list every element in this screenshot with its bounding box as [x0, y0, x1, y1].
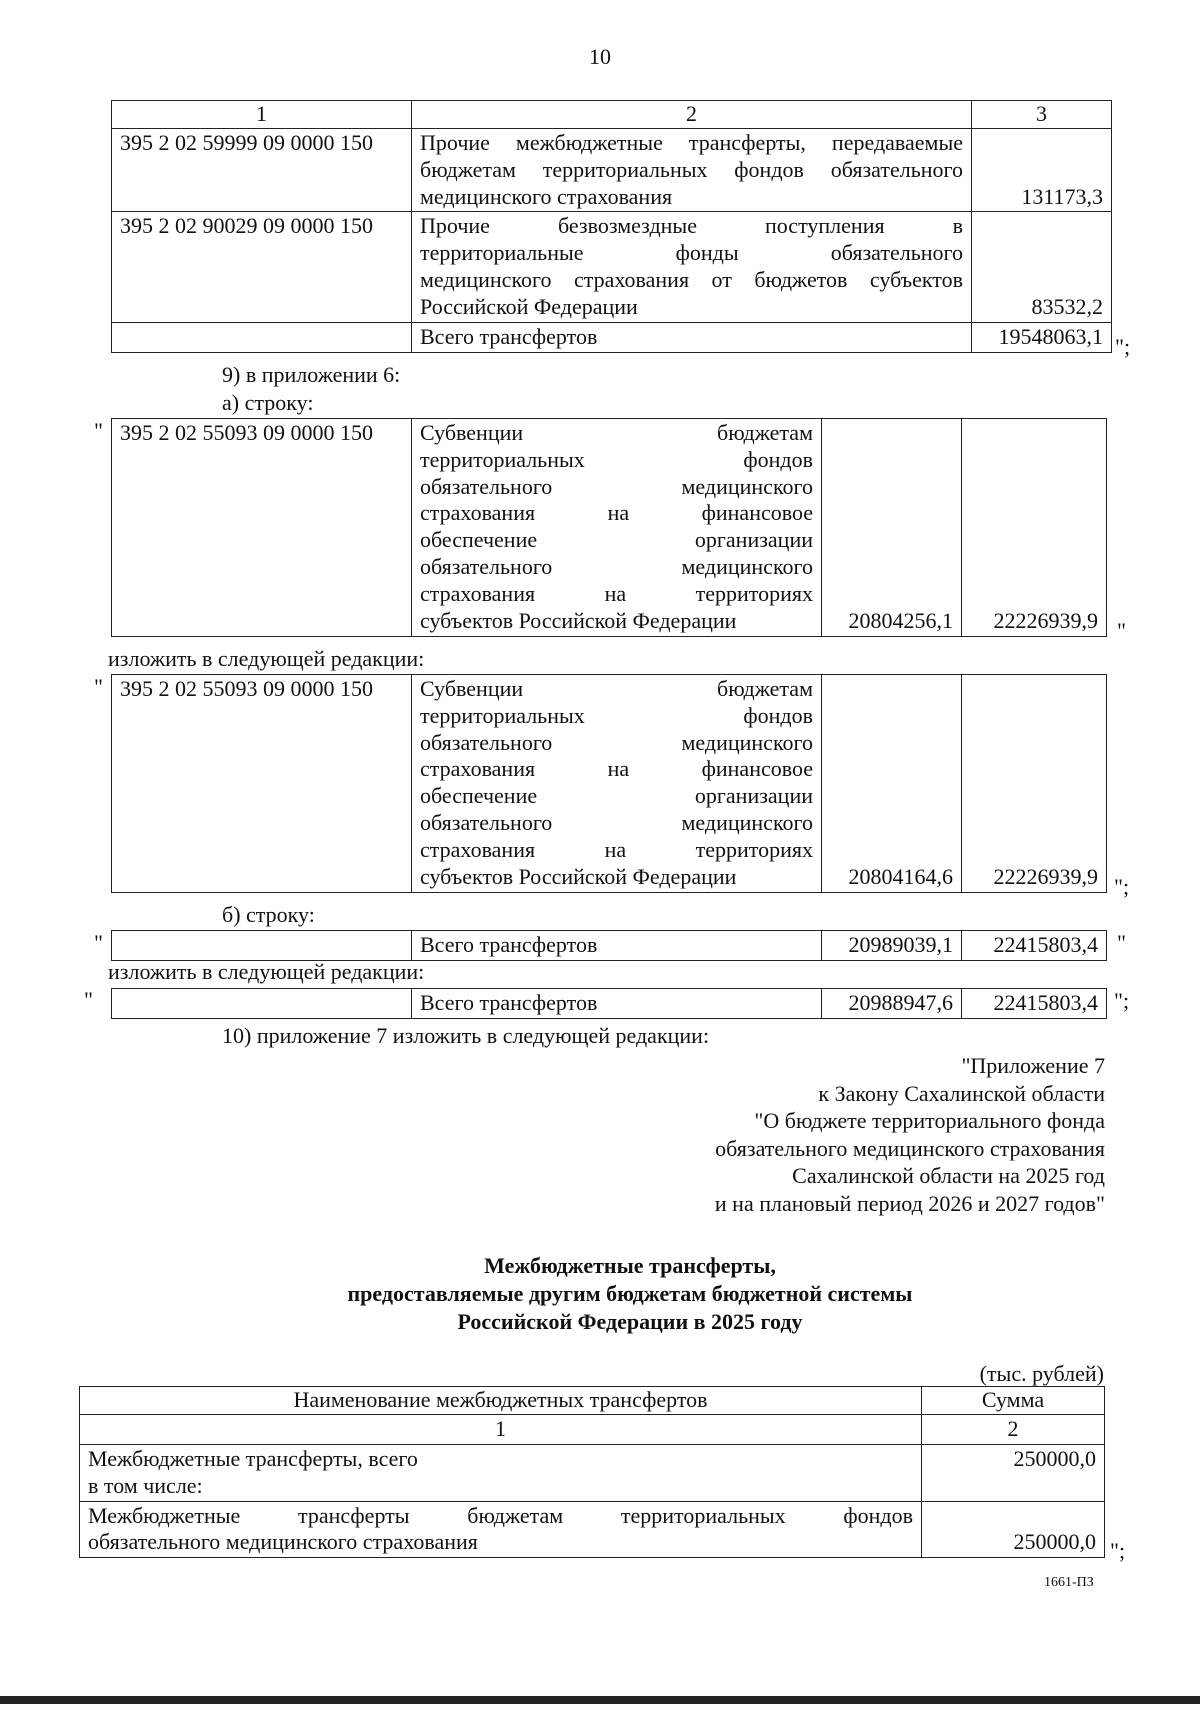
table-row [112, 129, 1112, 212]
closing-quote: "; [1114, 874, 1130, 899]
row-description: Прочие межбюджетные трансферты, передаваемые бюджетам территориальных фондов обязательного медицинского страхования [412, 129, 972, 212]
table-row [80, 1445, 1105, 1502]
opening-quote: " [94, 930, 103, 955]
closing-quote: "; [1110, 1538, 1126, 1563]
total-label: Всего трансфертов [412, 322, 972, 352]
table1-header-3: 3 [972, 101, 1112, 129]
item-10: 10) приложение 7 изложить в следующей редакции: [222, 1023, 710, 1048]
total-value-2026: 22415803,4 [962, 931, 1107, 961]
closing-quote: " [1117, 930, 1126, 955]
row-description: Межбюджетные трансферты бюджетам территориальных фондов обязательного медицинского страхования [80, 1501, 922, 1558]
table2-colnum-1: 1 [80, 1415, 922, 1445]
table2-colnum-2: 2 [922, 1415, 1105, 1445]
row-value-2025: 20804164,6 [822, 675, 962, 893]
page-number: 10 [589, 44, 611, 69]
table-total-row [112, 322, 1112, 352]
table-transfers-continued [111, 100, 1112, 353]
restate-instruction: изложить в следующей редакции: [108, 959, 425, 984]
row-value: 250000,0 [922, 1501, 1105, 1558]
item-9a: а) строку: [222, 390, 314, 415]
total-value-2026: 22415803,4 [962, 989, 1107, 1019]
table-row-old [111, 418, 1107, 637]
row-value: 131173,3 [972, 129, 1112, 212]
row-value: 250000,0 [922, 1445, 1105, 1502]
closing-quote: "; [1115, 334, 1131, 359]
scan-edge [0, 1696, 1200, 1704]
appendix-reference: "Приложение 7 к Закону Сахалинской области "О бюджете территориального фонда обязательного медицинского страхования Сахалинской области на 2025 год и на плановый период 2026 и 2027 годов" [714, 1053, 1105, 1216]
total-label: Всего трансфертов [412, 989, 822, 1019]
table-row [112, 675, 1107, 893]
units-label: (тыс. рублей) [979, 1361, 1104, 1386]
table2-header-sum: Сумма [922, 1387, 1105, 1415]
opening-quote: " [94, 674, 103, 699]
document-stamp: 1661-ПЗ [1044, 1575, 1094, 1590]
table-total-row [112, 989, 1107, 1019]
budget-code: 395 2 02 55093 09 0000 150 [112, 419, 412, 637]
table-row [112, 419, 1107, 637]
budget-code: 395 2 02 55093 09 0000 150 [112, 675, 412, 893]
table-intergovernmental-transfers [79, 1386, 1105, 1558]
total-value: 19548063,1 [972, 322, 1112, 352]
row-description: Прочие безвозмездные поступления в территориальные фонды обязательного медицинского страхования от бюджетов субъектов Российской Федерации [412, 212, 972, 322]
table1-header-2: 2 [412, 101, 972, 129]
row-value-2025: 20804256,1 [822, 419, 962, 637]
table-total-new [111, 988, 1107, 1019]
closing-quote: " [1117, 618, 1126, 643]
table-total-old [111, 930, 1107, 961]
row-value-2026: 22226939,9 [962, 419, 1107, 637]
table-row [112, 212, 1112, 322]
restate-instruction: изложить в следующей редакции: [108, 646, 425, 671]
item-9: 9) в приложении 6: [222, 362, 401, 387]
table-total-row [112, 931, 1107, 961]
table-row-new [111, 674, 1107, 893]
total-value-2025: 20988947,6 [822, 989, 962, 1019]
row-value-2026: 22226939,9 [962, 675, 1107, 893]
row-description: Субвенции бюджетам территориальных фондов обязательного медицинского страхования на финансовое обеспечение организации обязательного медицинского страхования на территориях субъектов Российской Федерации [412, 675, 822, 893]
opening-quote: " [94, 418, 103, 443]
table-row [80, 1501, 1105, 1558]
row-value: 83532,2 [972, 212, 1112, 322]
total-label: Всего трансфертов [412, 931, 822, 961]
closing-quote: "; [1114, 988, 1130, 1013]
row-description: Межбюджетные трансферты, всего в том числе: [80, 1445, 922, 1502]
table2-header-name: Наименование межбюджетных трансфертов [80, 1387, 922, 1415]
document-title: Межбюджетные трансферты, предоставляемые другим бюджетам бюджетной системы Российской Федерации в 2025 году [347, 1253, 913, 1334]
item-9b: б) строку: [222, 902, 315, 927]
table1-header-1: 1 [112, 101, 412, 129]
budget-code: 395 2 02 90029 09 0000 150 [112, 212, 412, 322]
opening-quote: " [84, 987, 93, 1012]
total-value-2025: 20989039,1 [822, 931, 962, 961]
row-description: Субвенции бюджетам территориальных фондов обязательного медицинского страхования на финансовое обеспечение организации обязательного медицинского страхования на территориях субъектов Российской Федерации [412, 419, 822, 637]
budget-code: 395 2 02 59999 09 0000 150 [112, 129, 412, 212]
